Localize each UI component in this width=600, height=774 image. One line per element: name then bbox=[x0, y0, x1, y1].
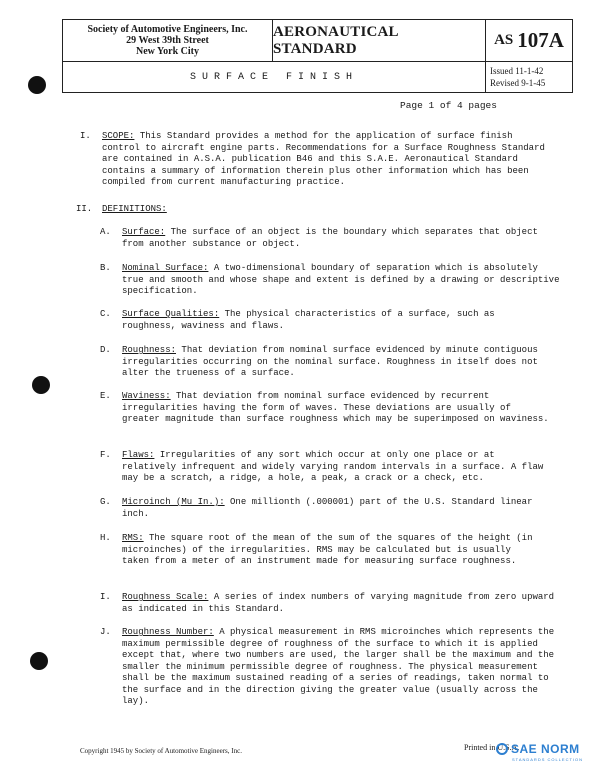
definition-item bbox=[122, 497, 542, 520]
definition-letter: G. bbox=[100, 497, 111, 507]
standard-number bbox=[486, 20, 572, 62]
definition-letter: E. bbox=[100, 391, 111, 401]
definition-term: Surface Qualities: bbox=[122, 309, 220, 319]
standard-title: AERONAUTICAL STANDARD bbox=[273, 20, 486, 62]
definition-letter: I. bbox=[100, 592, 111, 602]
section-title: SCOPE: bbox=[102, 131, 135, 141]
definition-item bbox=[122, 227, 542, 250]
printed-in: Printed in U.S.A. bbox=[464, 743, 520, 752]
issued-date: Issued 11-1-42 bbox=[490, 66, 544, 76]
definition-item bbox=[122, 345, 554, 380]
page-indicator: Page 1 of 4 pages bbox=[400, 100, 497, 111]
copyright-notice: Copyright 1945 by Society of Automotive Engineers, Inc. bbox=[80, 747, 242, 755]
definition-letter: C. bbox=[100, 309, 111, 319]
section-title: DEFINITIONS: bbox=[102, 204, 167, 214]
definition-letter: D. bbox=[100, 345, 111, 355]
document-subject: SURFACE FINISH bbox=[63, 62, 486, 92]
definition-item bbox=[122, 263, 560, 298]
revised-date: Revised 9-1-45 bbox=[490, 78, 546, 88]
publisher-street: 29 West 39th Street bbox=[126, 35, 209, 46]
definition-term: Roughness Number: bbox=[122, 627, 214, 637]
definition-letter: H. bbox=[100, 533, 111, 543]
definition-letter: F. bbox=[100, 450, 111, 460]
issue-dates bbox=[486, 62, 572, 92]
watermark-subtext: STANDARDS COLLECTION bbox=[512, 757, 584, 762]
definition-term: RMS: bbox=[122, 533, 144, 543]
definition-text: The square root of the mean of the sum of the squares of the height (in microinches) of the irregularities. RMS may be calculated but is usually taken from a meter of an instrument made for measuring surface roughness. bbox=[122, 533, 533, 566]
definition-item bbox=[122, 391, 554, 426]
section-numeral: II. bbox=[76, 204, 93, 214]
definition-text: That deviation from nominal surface evidenced by minute contiguous irregularities occurring on the nominal surface. Roughness in itself does not alter the trueness of a surface. bbox=[122, 345, 538, 378]
definition-text: The surface of an object is the boundary which separates that object from another substance or object. bbox=[122, 227, 538, 249]
definition-letter: B. bbox=[100, 263, 111, 273]
definition-item bbox=[122, 309, 532, 332]
section-numeral: I. bbox=[80, 131, 91, 141]
punch-hole-top bbox=[28, 76, 46, 94]
definition-letter: J. bbox=[100, 627, 111, 637]
definition-text: That deviation from nominal surface evidenced by recurrent irregularities having the form of waves. These deviations are usually of greater magnitude than surface roughness which may be superimposed on waviness. bbox=[122, 391, 549, 424]
definition-term: Waviness: bbox=[122, 391, 171, 401]
publisher-block bbox=[63, 20, 273, 62]
definition-text: A two-dimensional boundary of separation which is absolutely true and smooth and whose shape and extent is defined by a drawing or descriptive specification. bbox=[122, 263, 560, 296]
definition-term: Roughness: bbox=[122, 345, 177, 355]
watermark bbox=[496, 742, 580, 756]
definition-text: The physical characteristics of a surface, such as roughness, waviness and flaws. bbox=[122, 309, 495, 331]
standard-code: 107A bbox=[517, 28, 564, 52]
definition-term: Microinch (Mu In.): bbox=[122, 497, 225, 507]
publisher-city: New York City bbox=[136, 46, 199, 57]
watermark-text: SAE NORM bbox=[511, 742, 580, 756]
definition-letter: A. bbox=[100, 227, 111, 237]
definition-term: Roughness Scale: bbox=[122, 592, 209, 602]
section-scope bbox=[102, 131, 554, 189]
standard-prefix: AS bbox=[494, 32, 514, 48]
section-definitions bbox=[102, 204, 562, 216]
watermark-logo-icon bbox=[496, 743, 508, 755]
definition-text: One millionth (.000001) part of the U.S. Standard linear inch. bbox=[122, 497, 533, 519]
punch-hole-bottom bbox=[30, 652, 48, 670]
definition-term: Nominal Surface: bbox=[122, 263, 209, 273]
publisher-name: Society of Automotive Engineers, Inc. bbox=[87, 24, 248, 35]
definition-term: Flaws: bbox=[122, 450, 155, 460]
definition-item bbox=[122, 592, 558, 615]
section-text: This Standard provides a method for the application of surface finish control to aircraft engine parts. Recommendations for a Surface Roughness Standard are contained in A.S.A. publication B46 and this S.A.E. Aeronautical Standard contains a summary of information therein plus other information which has been compiled from current manufacturing practice. bbox=[102, 131, 545, 187]
definition-text: A physical measurement in RMS microinches which represents the maximum permissible degree of roughness of the surface to which it is applied except that, where two numbers are used, the larger shall be the maximum and the smaller the minimum permissible degree of roughness. The physical measurement shall be the maximum sustained reading of a series of readings, taken normal to the surface and in the direction giving the greater value (usually across the lay). bbox=[122, 627, 555, 706]
definition-text: Irregularities of any sort which occur at only one place or at relatively infrequent and widely varying random intervals in a surface. A flaw may be a scratch, a ridge, a hole, a peak, a crack or a check, etc. bbox=[122, 450, 544, 483]
definition-item bbox=[122, 533, 542, 568]
document-header bbox=[62, 19, 573, 93]
punch-hole-middle bbox=[32, 376, 50, 394]
definition-text: A series of index numbers of varying magnitude from zero upward as indicated in this Standard. bbox=[122, 592, 555, 614]
definition-item bbox=[122, 450, 554, 485]
definition-term: Surface: bbox=[122, 227, 166, 237]
definition-item bbox=[122, 627, 560, 708]
